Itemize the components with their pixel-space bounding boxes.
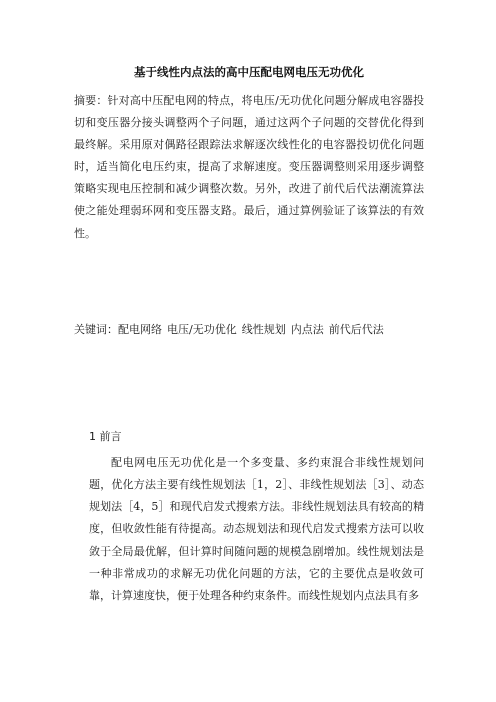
keywords-line bbox=[74, 319, 424, 341]
keywords-label: 关键词： bbox=[74, 323, 118, 336]
keyword-item: 内点法 bbox=[290, 323, 324, 336]
paper-title: 基于线性内点法的高中压配电网电压无功优化 bbox=[134, 65, 364, 79]
keyword-item: 线性规划 bbox=[241, 323, 286, 336]
abstract-paragraph: 摘要：针对高中压配电网的特点，将电压/无功优化问题分解成电容器投切和变压器分接头调整两个子问题，通过这两个子问题的交替优化得到最终解。采用原对偶路径跟踪法求解逐次线性化的电容器投切优化问题时，适当简化电压约束，提高了求解速度。变压器调整则采用逐步调整策略实现电压控制和减少调整次数。另外，改进了前代后代法潮流算法使之能处理弱环网和变压器支路。最后，通过算例验证了该算法的有效性。 bbox=[74, 94, 424, 240]
section-body-paragraph: 配电网电压无功优化是一个多变量、多约束混合非线性规划问题，优化方法主要有线性规划法［1，2］、非线性规划法［3］、动态规划法［4，5］和现代启发式搜索方法。非线性规划法具有较高的精度，但收敛性能有待提高。动态规划法和现代启发式搜索方法可以收敛于全局最优解，但计算时间随问题的规模急剧增加。线性规划法是一种非常成功的求解无功优化问题的方法，它的主要优点是收敛可靠，计算速度快，便于处理各种约束条件。而线性规划内点法具有多 bbox=[89, 456, 424, 602]
keyword-item: 前代后代法 bbox=[328, 323, 384, 336]
keyword-item: 配电网络 bbox=[118, 323, 162, 336]
keyword-item: 电压/无功优化 bbox=[167, 323, 237, 336]
section-heading: 1 前言 bbox=[89, 430, 122, 443]
